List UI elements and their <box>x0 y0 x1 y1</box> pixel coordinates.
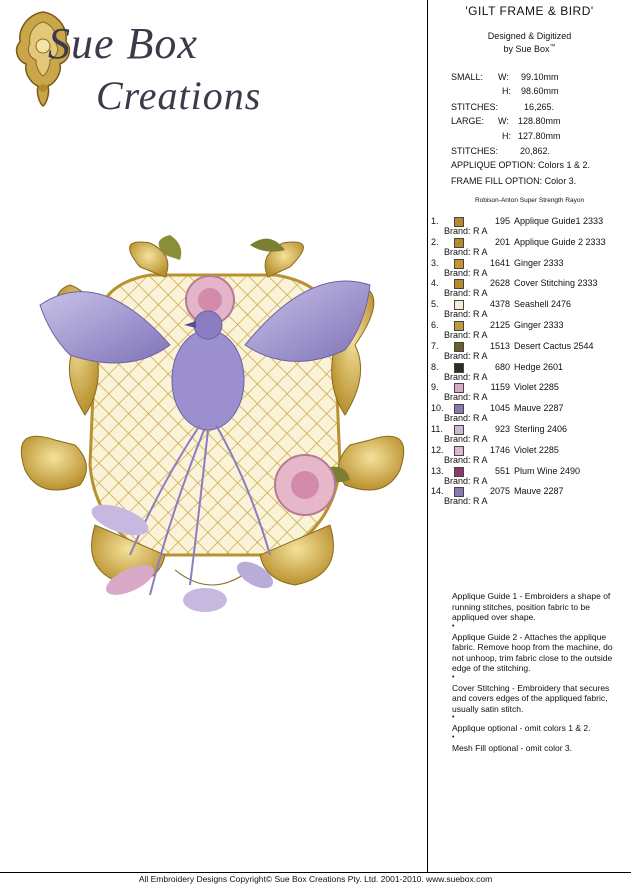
color-code: 2125 <box>489 319 510 330</box>
large-width-label: W: <box>498 116 509 126</box>
color-code: 1159 <box>490 382 510 393</box>
color-name: Ginger 2333 <box>514 319 564 330</box>
credit-line-1: Designed & Digitized <box>487 31 572 41</box>
color-brand: Brand: R A <box>444 392 488 403</box>
logo-line-2: Creations <box>96 73 262 118</box>
large-size-label: LARGE: <box>451 116 485 126</box>
color-row <box>428 320 631 341</box>
small-stitches-label: STITCHES: <box>451 102 499 112</box>
color-name: Cover Stitching 2333 <box>514 278 598 289</box>
color-number: 9. <box>431 382 439 393</box>
color-code: 551 <box>494 465 510 476</box>
color-name: Ginger 2333 <box>514 257 564 268</box>
color-code: 4378 <box>489 299 510 310</box>
color-code: 201 <box>494 236 510 247</box>
color-name: Sterling 2406 <box>514 423 568 434</box>
color-row <box>428 362 631 383</box>
color-name: Mauve 2287 <box>514 486 564 497</box>
trademark-mark: ™ <box>549 44 556 50</box>
color-number: 13. <box>431 465 444 476</box>
large-height-value: 127.80mm <box>518 131 561 141</box>
color-number: 8. <box>431 361 439 372</box>
small-height-value: 98.60mm <box>521 86 559 96</box>
small-width-value: 99.10mm <box>521 72 559 82</box>
color-brand: Brand: R A <box>444 226 488 236</box>
color-number: 6. <box>431 319 439 330</box>
logo-line-1: Sue Box <box>48 19 198 68</box>
note-separator: • <box>452 714 455 721</box>
color-name: Seashell 2476 <box>514 299 572 310</box>
color-brand: Brand: R A <box>444 267 488 278</box>
note-paragraph: Mesh Fill optional - omit color 3. <box>452 742 572 753</box>
thread-brand: Robison-Anton Super Strength Rayon <box>474 197 585 204</box>
large-width-value: 128.80mm <box>518 116 561 126</box>
copyright-footer: All Embroidery Designs Copyright© Sue Box Creations Pty. Ltd. 2001-2010. www.suebox.com <box>138 874 493 884</box>
color-brand: Brand: R A <box>444 496 488 507</box>
color-name: Hedge 2601 <box>514 361 564 372</box>
embroidery-design-image <box>0 225 425 635</box>
color-code: 1641 <box>489 257 510 268</box>
color-brand: Brand: R A <box>444 246 488 257</box>
color-row <box>428 216 631 237</box>
color-code: 1746 <box>489 444 510 455</box>
small-height-label: H: <box>502 86 511 96</box>
color-list <box>428 216 631 507</box>
color-row <box>428 445 631 466</box>
brand-logo <box>8 8 268 118</box>
color-number: 3. <box>431 257 439 268</box>
color-code: 1513 <box>489 340 510 351</box>
color-brand: Brand: R A <box>444 454 488 465</box>
color-brand: Brand: R A <box>444 288 488 299</box>
note-paragraph: Cover Stitching - Embroidery that secures and covers edges of the appliqued fabric, usually satin stitch. <box>452 682 610 714</box>
note-separator: • <box>452 622 455 630</box>
color-code: 923 <box>494 423 510 434</box>
large-stitches-value: 20,862. <box>520 146 551 156</box>
note-paragraph: Applique Guide 1 - Embroiders a shape of running stitches, position fabric to be appliqued over shape. <box>452 591 611 622</box>
color-name: Mauve 2287 <box>514 403 564 414</box>
small-stitches-value: 16,265. <box>524 102 555 112</box>
color-row <box>428 299 631 320</box>
color-code: 195 <box>494 216 510 226</box>
color-code: 1045 <box>489 403 510 414</box>
color-brand: Brand: R A <box>444 309 488 320</box>
large-height-label: H: <box>502 131 511 141</box>
color-brand: Brand: R A <box>444 329 488 340</box>
color-row <box>428 258 631 279</box>
color-number: 7. <box>431 340 439 351</box>
applique-option: APPLIQUE OPTION: Colors 1 & 2. <box>451 160 591 170</box>
color-number: 11. <box>431 423 443 434</box>
color-number: 12. <box>431 444 444 455</box>
design-title: 'GILT FRAME & BIRD' <box>465 4 594 18</box>
small-size-label: SMALL: <box>451 72 484 82</box>
color-row <box>428 486 631 507</box>
note-paragraph: Applique Guide 2 - Attaches the applique fabric. Remove hoop from the machine, do not unhoop, trim fabric close to the outside edge of the stitching. <box>452 631 613 673</box>
color-name: Violet 2285 <box>514 382 559 393</box>
notes-section <box>452 591 622 754</box>
color-row <box>428 237 631 258</box>
color-row <box>428 382 631 403</box>
color-name: Violet 2285 <box>514 444 559 455</box>
color-name: Plum Wine 2490 <box>514 465 581 476</box>
color-row <box>428 403 631 424</box>
color-brand: Brand: R A <box>444 413 488 424</box>
credit-line-2: by Sue Box™ <box>503 44 556 54</box>
color-brand: Brand: R A <box>444 433 488 444</box>
note-separator: • <box>452 673 455 681</box>
color-code: 2075 <box>489 486 510 497</box>
color-number: 1. <box>431 216 439 226</box>
color-number: 14. <box>431 486 444 497</box>
color-brand: Brand: R A <box>444 475 488 486</box>
color-brand: Brand: R A <box>444 371 488 382</box>
color-row <box>428 278 631 299</box>
color-number: 4. <box>431 278 439 289</box>
color-code: 2628 <box>489 278 510 289</box>
small-width-label: W: <box>498 72 509 82</box>
color-number: 5. <box>431 299 439 310</box>
color-row <box>428 424 631 445</box>
color-number: 10. <box>431 403 444 414</box>
color-code: 680 <box>494 361 510 372</box>
color-row <box>428 466 631 487</box>
color-name: Applique Guide1 2333 <box>514 216 604 226</box>
color-brand: Brand: R A <box>444 350 488 361</box>
large-stitches-label: STITCHES: <box>451 146 499 156</box>
note-separator: • <box>452 733 455 741</box>
color-row <box>428 341 631 362</box>
color-name: Applique Guide 2 2333 <box>514 236 606 247</box>
frame-fill-option: FRAME FILL OPTION: Color 3. <box>451 176 577 186</box>
color-number: 2. <box>431 236 439 247</box>
note-paragraph: Applique optional - omit colors 1 & 2. <box>452 723 591 733</box>
color-name: Desert Cactus 2544 <box>514 340 594 351</box>
